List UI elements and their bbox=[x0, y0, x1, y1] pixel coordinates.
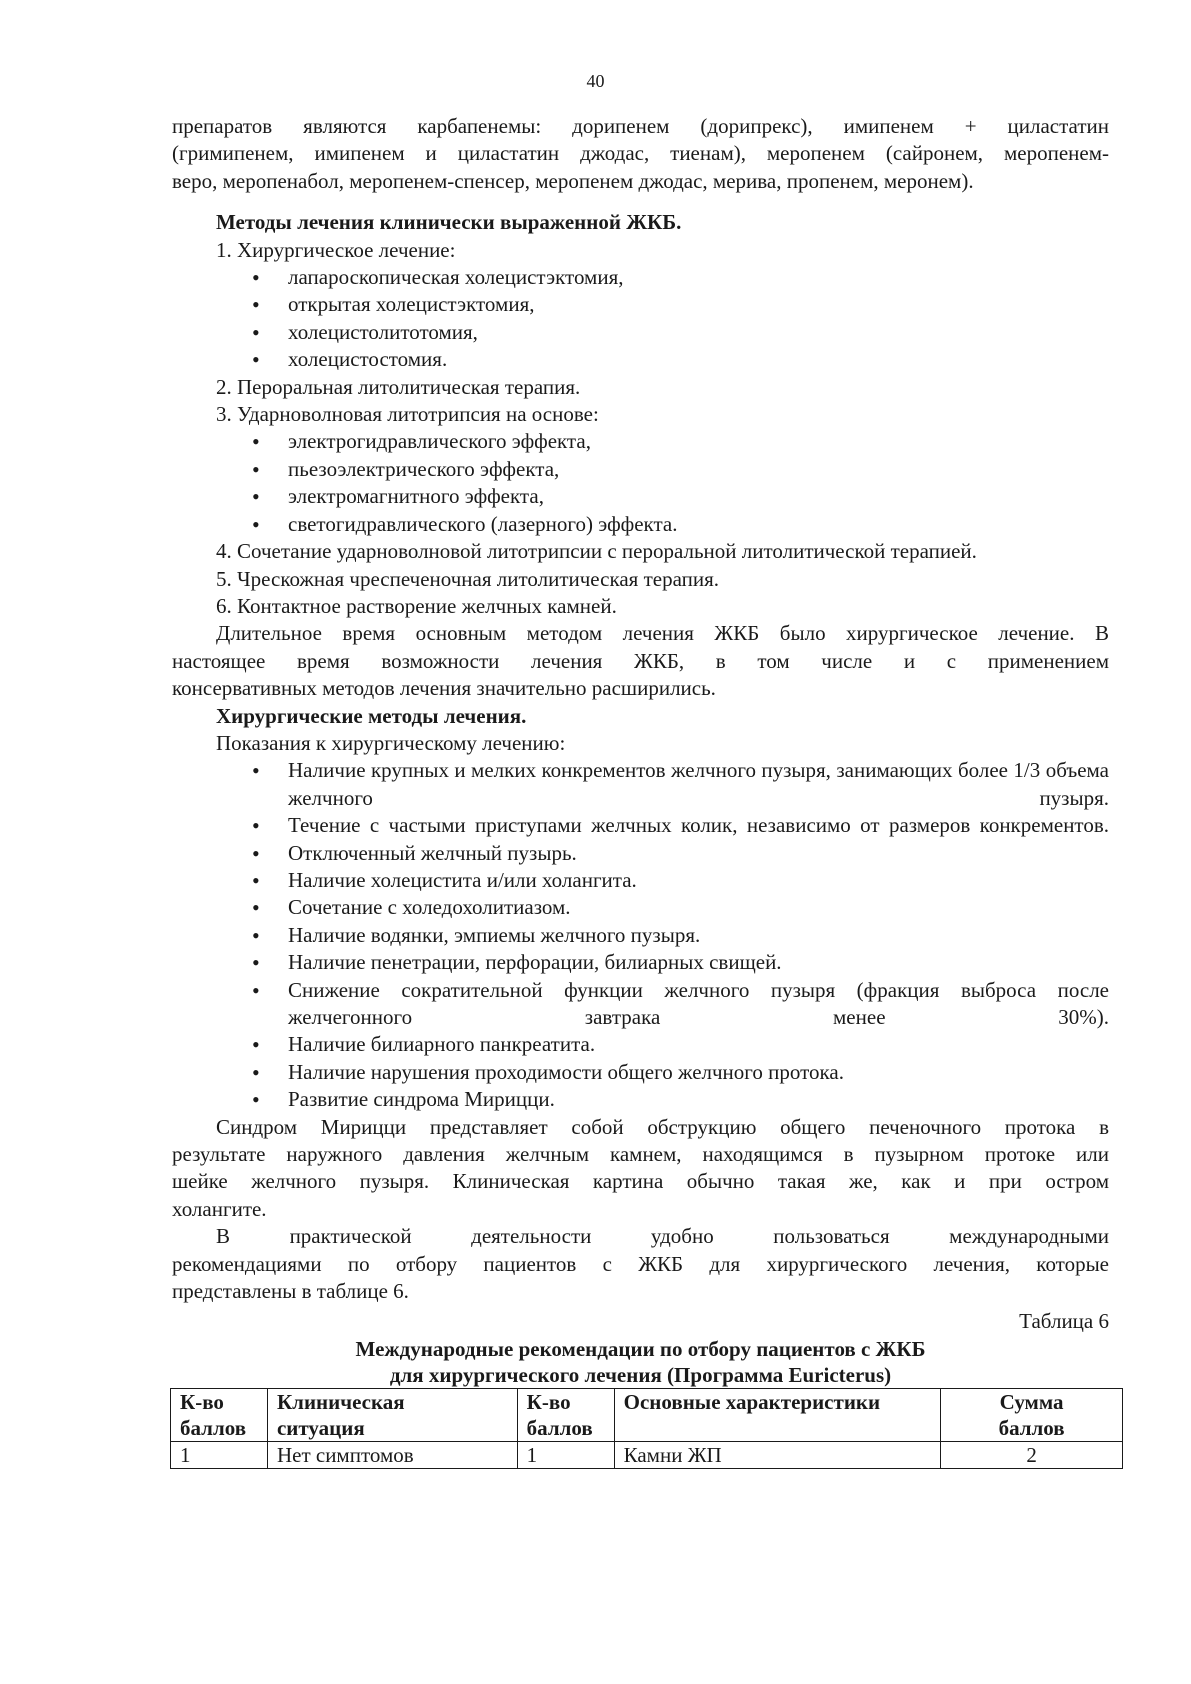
bullet-item: • Наличие пенетрации, перфорации, билиарных свищей. bbox=[172, 949, 1109, 976]
text-line: представлены в таблице 6. bbox=[172, 1279, 409, 1304]
text-line: веро, меропенабол, меропенем-спенсер, меропенем джодас, мерива, пропенем, меронем). bbox=[172, 168, 974, 193]
section-heading-methods: Методы лечения клинически выраженной ЖКБ. bbox=[216, 210, 682, 235]
text-line: препаратов являются карбапенемы: дорипенем (дорипрекс), имипенем + циластатин bbox=[172, 114, 1109, 138]
mirizzi-paragraph bbox=[172, 1114, 1109, 1224]
table-cell: Камни ЖП bbox=[614, 1441, 941, 1468]
bullet-item: • холецистостомия. bbox=[172, 346, 1109, 373]
table-cell: 2 bbox=[941, 1441, 1123, 1468]
bullet-item: • Наличие водянки, эмпиемы желчного пузыря. bbox=[172, 922, 1109, 949]
history-paragraph bbox=[172, 620, 1109, 702]
table-number-label: Таблица 6 bbox=[1019, 1309, 1109, 1334]
table-title: для хирургического лечения (Программа Euricterus) bbox=[389, 1362, 892, 1387]
indications-list bbox=[172, 757, 1109, 1113]
text-line: результате наружного давления желчным камнем, находящимся в пузырном протоке или bbox=[172, 1142, 1109, 1167]
text-line: шейке желчного пузыря. Клиническая картина обычно такая же, как и при остром bbox=[172, 1169, 1109, 1194]
table-cell: 1 bbox=[171, 1441, 268, 1468]
bullet-item: • Развитие синдрома Мирицци. bbox=[172, 1086, 1109, 1113]
header-line: баллов bbox=[180, 1415, 247, 1440]
header-line: ситуация bbox=[276, 1415, 365, 1440]
text-line: холангите. bbox=[172, 1196, 267, 1221]
table-header-cell bbox=[171, 1388, 268, 1441]
bullet-item: • Наличие нарушения проходимости общего желчного протока. bbox=[172, 1059, 1109, 1086]
list-item: 1. Хирургическое лечение: bbox=[216, 237, 456, 262]
table-row bbox=[171, 1441, 1123, 1468]
header-line: баллов bbox=[998, 1415, 1065, 1440]
bullet-item: • пьезоэлектрического эффекта, bbox=[172, 456, 1109, 483]
lithotripsy-list bbox=[172, 428, 1109, 538]
bullet-item: • Наличие билиарного панкреатита. bbox=[172, 1031, 1109, 1058]
indications-intro: Показания к хирургическому лечению: bbox=[216, 730, 566, 755]
table-header-cell bbox=[267, 1388, 517, 1441]
bullet-item: • электромагнитного эффекта, bbox=[172, 483, 1109, 510]
bullet-item: • электрогидравлического эффекта, bbox=[172, 428, 1109, 455]
table-header-cell bbox=[614, 1388, 941, 1441]
bullet-item: • Наличие крупных и мелких конкрементов желчного пузыря, занимающих более 1/3 объема желчного пузыря. bbox=[172, 757, 1109, 812]
table-cell: 1 bbox=[517, 1441, 614, 1468]
list-item: 6. Контактное растворение желчных камней. bbox=[216, 593, 617, 618]
page-number: 40 bbox=[586, 71, 605, 91]
table-cell: Нет симптомов bbox=[267, 1441, 517, 1468]
list-item: 2. Пероральная литолитическая терапия. bbox=[216, 374, 581, 399]
practice-paragraph bbox=[172, 1223, 1109, 1305]
bullet-item: • Сочетание с холедохолитиазом. bbox=[172, 894, 1109, 921]
list-item: 5. Чрескожная чреспеченочная литолитическая терапия. bbox=[216, 566, 720, 591]
header-line: К-во bbox=[526, 1389, 571, 1414]
table-title: Международные рекомендации по отбору пациентов с ЖКБ bbox=[355, 1336, 926, 1361]
bullet-item: • Отключенный желчный пузырь. bbox=[172, 840, 1109, 867]
header-line: К-во bbox=[180, 1389, 224, 1414]
bullet-item: • Течение с частыми приступами желчных колик, независимо от размеров конкрементов. bbox=[172, 812, 1109, 839]
list-item: 3. Ударноволновая литотрипсия на основе: bbox=[216, 402, 599, 427]
text-line: Длительное время основным методом лечения ЖКБ было хирургическое лечение. В bbox=[216, 621, 1109, 646]
table-header-row bbox=[171, 1388, 1123, 1441]
document-body bbox=[172, 113, 1109, 1469]
bullet-item: • лапароскопическая холецистэктомия, bbox=[172, 264, 1109, 291]
header-line: Клиническая bbox=[276, 1389, 405, 1414]
bullet-item: • Наличие холецистита и/или холангита. bbox=[172, 867, 1109, 894]
bullet-item: • Снижение сократительной функции желчного пузыря (фракция выброса после желчегонного завтрака менее 30%). bbox=[172, 977, 1109, 1032]
table-header-cell bbox=[517, 1388, 614, 1441]
surgical-methods-list bbox=[172, 264, 1109, 374]
text-line: рекомендациями по отбору пациентов с ЖКБ для хирургического лечения, которые bbox=[172, 1251, 1109, 1276]
header-line: Сумма bbox=[999, 1389, 1064, 1414]
text-line: консервативных методов лечения значительно расширились. bbox=[172, 676, 716, 701]
bullet-item: • светогидравлического (лазерного) эффекта. bbox=[172, 511, 1109, 538]
intro-paragraph bbox=[172, 113, 1109, 195]
bullet-item: • холецистолитотомия, bbox=[172, 319, 1109, 346]
bullet-item: • открытая холецистэктомия, bbox=[172, 291, 1109, 318]
table-header-cell bbox=[941, 1388, 1123, 1441]
euricterus-table bbox=[170, 1388, 1123, 1469]
header-line: Основные характеристики bbox=[623, 1389, 881, 1414]
text-line: настоящее время возможности лечения ЖКБ, в том числе и с применением bbox=[172, 648, 1109, 673]
text-line: (гримипенем, имипенем и циластатин джодас, тиенам), меропенем (сайронем, меропенем- bbox=[172, 141, 1109, 166]
text-line: Синдром Мирицци представляет собой обструкцию общего печеночного протока в bbox=[216, 1114, 1109, 1139]
section-heading-surgical: Хирургические методы лечения. bbox=[216, 703, 527, 728]
text-line: В практической деятельности удобно пользоваться международными bbox=[216, 1224, 1109, 1249]
list-item: 4. Сочетание ударноволновой литотрипсии с пероральной литолитической терапией. bbox=[216, 539, 977, 564]
header-line: баллов bbox=[526, 1415, 593, 1440]
